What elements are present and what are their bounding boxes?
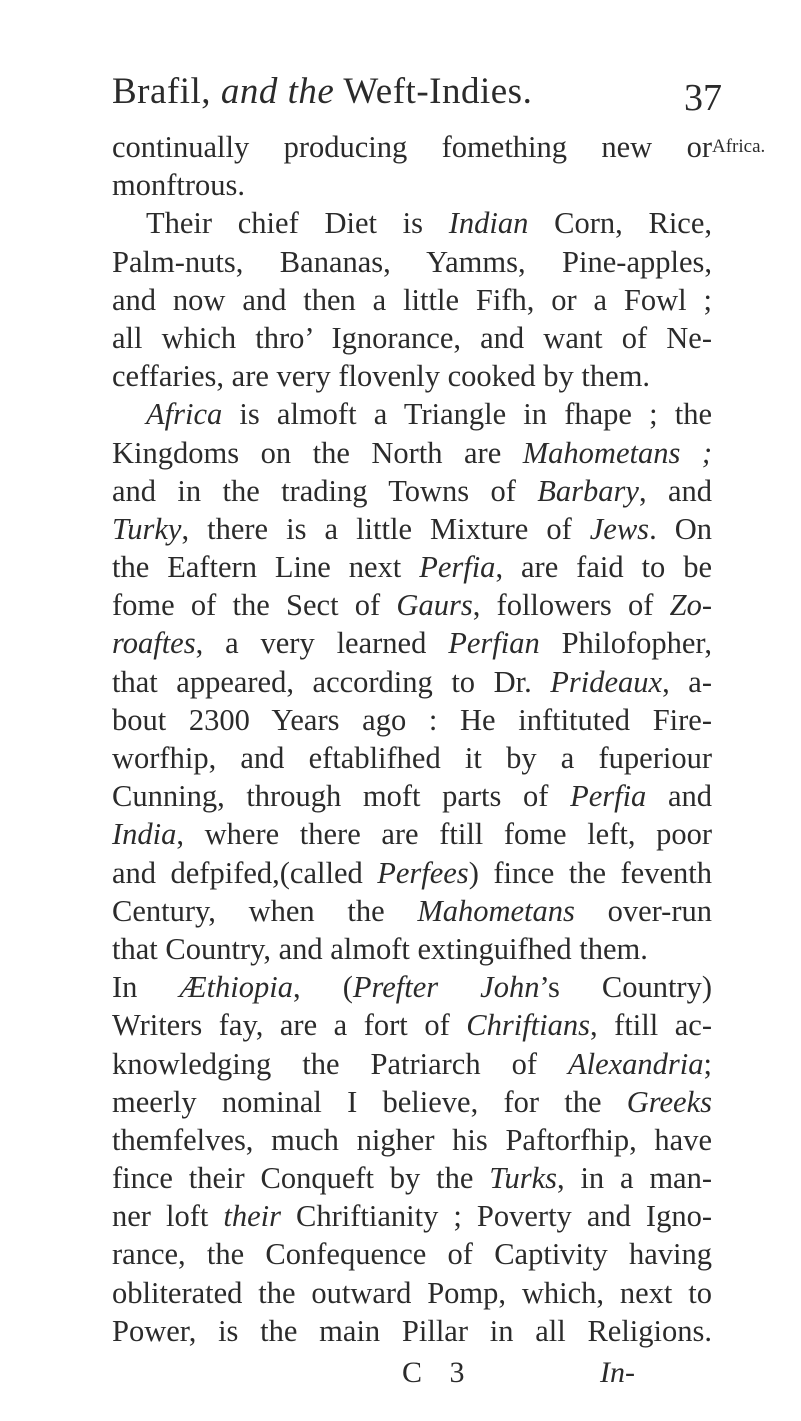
text-line [112,624,712,662]
italic-text: roaftes [112,626,196,661]
page-footer [112,1356,712,1396]
roman-text: bout 2300 Years ago : He inftituted Fire- [112,702,712,737]
text-line [112,1197,712,1235]
text-line [112,510,712,548]
roman-text: ’s Country) [539,970,712,1005]
body-text [112,128,712,1350]
roman-text: In [112,970,180,1005]
roman-text: obliterated the outward Pomp, which, next to [112,1275,712,1310]
text-line [112,204,712,242]
roman-text: ; [703,1046,712,1081]
signature-mark: C 3 [402,1356,475,1389]
roman-text: meerly nominal I believe, for the [112,1084,627,1119]
text-line [112,968,712,1006]
roman-text: . On [649,511,712,546]
italic-text: Perfia [419,550,496,585]
roman-text: fince their Conqueft by the [112,1161,490,1196]
catchword: In- [600,1356,635,1389]
text-line [112,1312,712,1350]
roman-text: Writers fay, are a fort of [112,1008,467,1043]
italic-text: Mahometans ; [522,435,712,470]
roman-text: rance, the Confequence of Captivity having [112,1237,712,1272]
roman-text: and in the trading Towns of [112,473,538,508]
page-number: 37 [684,77,722,119]
roman-text: Corn, Rice, [528,206,712,241]
roman-text: that Country, and almoft extinguifhed them. [112,931,648,966]
text-line [112,777,712,815]
running-head-roman: Brafil, [112,71,221,112]
italic-text: Prideaux [550,664,663,699]
roman-text: worfhip, and eftablifhed it by a fuperiour [112,741,712,775]
text-line [112,701,712,739]
roman-text: and [646,779,712,814]
italic-text: Gaurs [396,588,473,623]
roman-text: Century, when the [112,893,418,928]
text-line [112,586,712,624]
italic-text: Turks [489,1161,557,1196]
roman-text: the Eaftern Line next [112,550,420,585]
roman-text: themfelves, much nigher his Paftorfhip, have [112,1122,712,1157]
text-line [112,1045,712,1083]
italic-text: Zo- [669,588,712,623]
roman-text: Power, is the main Pillar in all Religions. [112,1313,712,1348]
text-line [112,166,712,204]
text-line [112,930,712,968]
italic-text: Barbary [537,473,639,508]
text-line [112,548,712,586]
text-line [112,815,712,853]
roman-text: , a- [662,664,712,699]
text-line [112,395,712,433]
roman-text: is almoft a Triangle in fhape ; the [222,397,712,432]
text-line [112,319,712,357]
roman-text: , where there are ftill fome left, poor [176,817,712,852]
text-line [112,1159,712,1197]
text-line [112,854,712,892]
roman-text: , ( [293,970,353,1005]
text-line [112,281,712,319]
roman-text: and now and then a little Fifh, or a Fowl ; [112,282,712,317]
text-line [112,128,712,166]
roman-text: over-run [574,893,712,928]
text-line [112,1006,712,1044]
italic-text: Perfia [570,779,647,814]
text-line [112,472,712,510]
roman-text: that appeared, according to Dr. [112,664,551,699]
italic-text: Turky [112,511,182,546]
italic-text: Africa [146,397,223,432]
roman-text: , there is a little Mixture of [181,511,590,546]
roman-text: and defpifed,(called [112,855,378,890]
roman-text: Palm-nuts, Bananas, Yamms, Pine-apples, [112,244,712,279]
roman-text: Kingdoms on the North are [112,435,523,470]
text-line [112,243,712,281]
text-line [112,1274,712,1312]
italic-text: Prefter John [352,970,540,1005]
roman-text: ceffaries, are very flovenly cooked by them. [112,359,651,394]
running-head-italic: and the [220,71,335,112]
roman-text: ner loft [112,1199,224,1234]
roman-text: monftrous. [112,168,246,203]
roman-text: Their chief Diet is [146,206,449,241]
italic-text: Perfian [448,626,540,661]
roman-text: fome of the Sect of [112,588,397,623]
roman-text: , are faid to be [495,550,712,585]
roman-text: continually producing fomething new or [112,130,712,164]
roman-text: Cunning, through moft parts of [112,779,571,814]
text-line [112,739,712,777]
page-header [112,70,722,126]
roman-text: Philofopher, [539,626,712,661]
running-head [112,70,532,113]
margin-note: Africa. [712,136,766,157]
roman-text: Chriftianity ; Poverty and Igno- [281,1199,712,1234]
text-line [112,434,712,472]
text-line [112,892,712,930]
roman-text: ) fince the feventh [468,855,712,890]
roman-text: , and [638,473,712,508]
roman-text: , followers of [472,588,670,623]
italic-text: Jews [589,511,650,546]
italic-text: their [223,1199,281,1234]
roman-text: knowledging the Patriarch of [112,1046,568,1081]
text-line [112,357,712,395]
running-head-roman-2: Weft-Indies. [334,71,533,112]
roman-text: all which thro’ Ignorance, and want of Ne- [112,320,712,355]
italic-text: Greeks [626,1084,712,1119]
italic-text: Chriftians [466,1008,590,1043]
text-line [112,663,712,701]
roman-text: , ftill ac- [590,1008,712,1043]
italic-text: Perfees [377,855,469,890]
text-line [112,1121,712,1159]
text-line [112,1235,712,1273]
italic-text: Mahometans [417,893,575,928]
italic-text: India [112,817,177,852]
italic-text: Æthiopia [179,970,294,1005]
italic-text: Indian [448,206,529,241]
roman-text: , a very learned [195,626,449,661]
roman-text: , in a man- [557,1161,712,1196]
italic-text: Alexandria [567,1046,704,1081]
text-line [112,1083,712,1121]
